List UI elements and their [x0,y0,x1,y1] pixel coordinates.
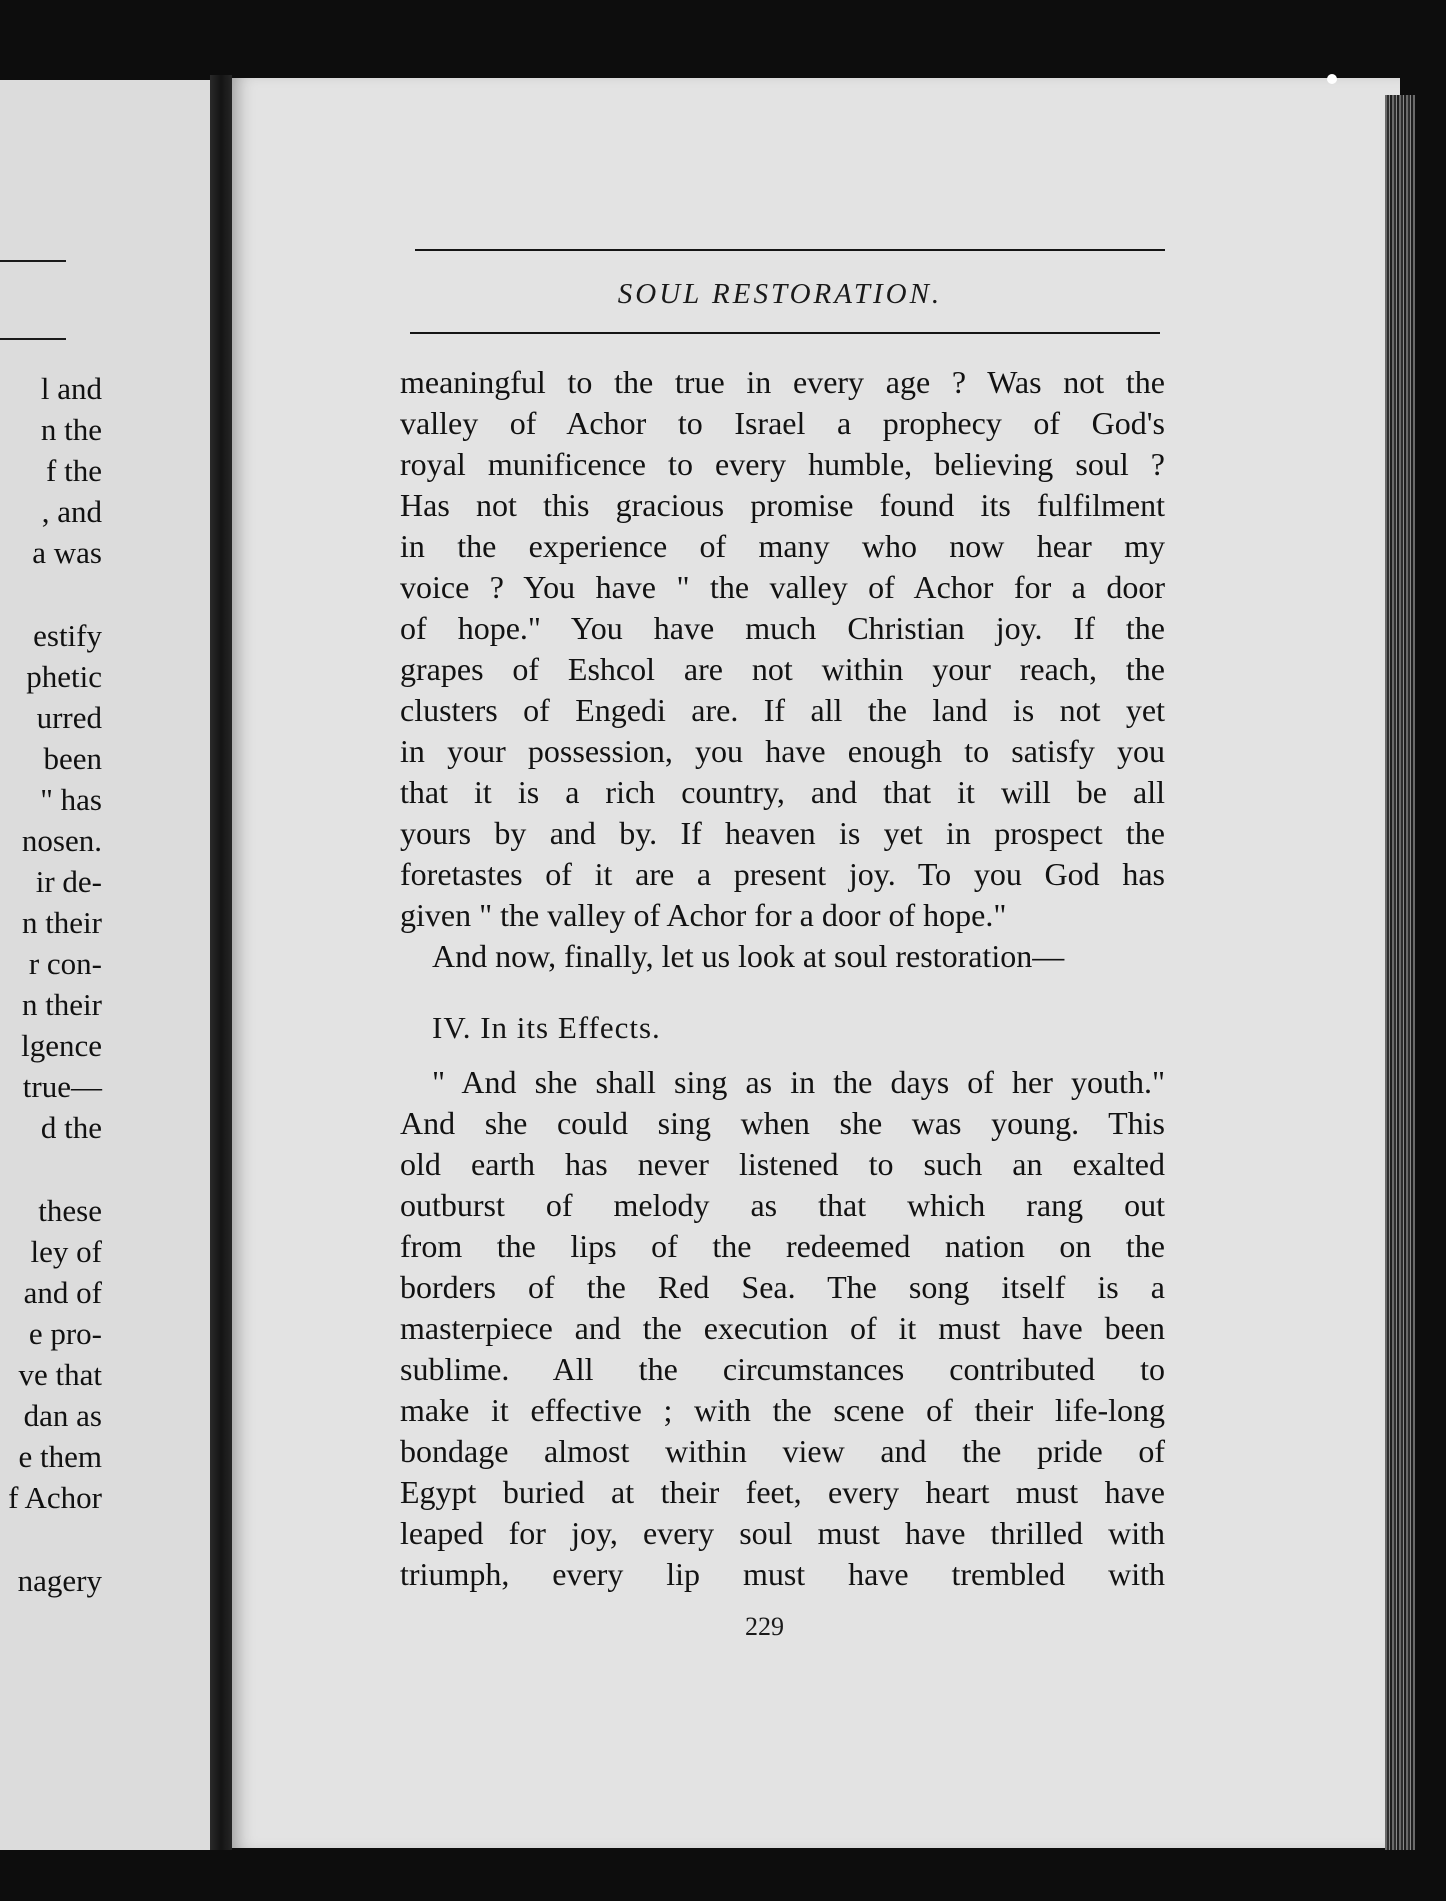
body-text-line: triumph, every lip must have trembled with [400,1556,1165,1592]
dust-speck [1327,74,1337,84]
body-text-line: royal munificence to every humble, believing soul ? [400,446,1165,482]
running-head-rule-bottom [410,332,1160,334]
previous-page-line: true— [22,1069,102,1104]
body-text-line: yours by and by. If heaven is yet in prospect the [400,815,1165,851]
previous-page-line: d the [40,1110,102,1145]
body-text-line: clusters of Engedi are. If all the land is not yet [400,692,1165,728]
previous-page-line: n their [21,905,102,940]
body-text-line: valley of Achor to Israel a prophecy of God's [400,405,1165,441]
previous-page-line: ley of [30,1234,102,1269]
page-number: 229 [745,1612,784,1641]
body-text-line: in your possession, you have enough to satisfy you [400,733,1165,769]
previous-page-line: " has [40,782,102,817]
previous-page-line: f Achor [8,1480,102,1515]
body-text-line: " And she shall sing as in the days of her youth." [432,1064,1165,1100]
previous-page-line: lgence [21,1028,102,1063]
body-text-line: outburst of melody as that which rang out [400,1187,1165,1223]
body-text-line: foretastes of it are a present joy. To you God has [400,856,1165,892]
body-text-line: And she could sing when she was young. This [400,1105,1165,1141]
body-text-line: of hope." You have much Christian joy. If the [400,610,1165,646]
section-heading: IV. In its Effects. [432,1010,661,1045]
body-text-line: make it effective ; with the scene of their life-long [400,1392,1165,1428]
body-text-line: And now, finally, let us look at soul restoration— [432,938,1065,974]
body-text-line: masterpiece and the execution of it must have been [400,1310,1165,1346]
body-text-line: Has not this gracious promise found its fulfilment [400,487,1165,523]
previous-page-line: these [38,1193,102,1228]
body-text-line: meaningful to the true in every age ? Was not the [400,364,1165,400]
left-page-rule-bottom [0,338,66,340]
previous-page-line: and of [23,1275,102,1310]
previous-page-line: , and [41,494,102,529]
running-head: SOUL RESTORATION. [617,278,943,310]
body-text-line: sublime. All the circumstances contributed to [400,1351,1165,1387]
body-text-line: that it is a rich country, and that it will be all [400,774,1165,810]
body-text-line: Egypt buried at their feet, every heart must have [400,1474,1165,1510]
body-text-line: leaped for joy, every soul must have thrilled with [400,1515,1165,1551]
previous-page [0,80,210,1850]
book-gutter [210,75,232,1850]
previous-page-line: r con- [28,946,102,981]
previous-page-line: l and [40,371,102,406]
previous-page-line: e them [18,1439,102,1474]
previous-page-line: a was [32,535,102,570]
body-text-line: voice ? You have " the valley of Achor for a door [400,569,1165,605]
body-text-line: given " the valley of Achor for a door of hope." [400,897,1007,933]
previous-page-line: nosen. [21,823,102,858]
previous-page-line: phetic [26,659,102,694]
body-text-line: in the experience of many who now hear my [400,528,1165,564]
previous-page-line: nagery [17,1563,102,1598]
running-head-rule-top [415,249,1165,251]
previous-page-line: dan as [23,1398,102,1433]
previous-page-line: been [43,741,102,776]
body-text-line: bondage almost within view and the pride of [400,1433,1165,1469]
body-text-line: old earth has never listened to such an exalted [400,1146,1165,1182]
body-text-line: borders of the Red Sea. The song itself is a [400,1269,1165,1305]
previous-page-line: e pro- [28,1316,102,1351]
page-edges [1385,95,1415,1850]
previous-page-line: ve that [18,1357,102,1392]
body-text-line: grapes of Eshcol are not within your reach, the [400,651,1165,687]
previous-page-line: ir de- [35,864,102,899]
previous-page-line: estify [33,618,102,653]
previous-page-line: n their [21,987,102,1022]
body-text-line: from the lips of the redeemed nation on the [400,1228,1165,1264]
left-page-rule-top [0,260,66,262]
previous-page-line: urred [36,700,102,735]
previous-page-line: f the [46,453,102,488]
previous-page-line: n the [40,412,102,447]
